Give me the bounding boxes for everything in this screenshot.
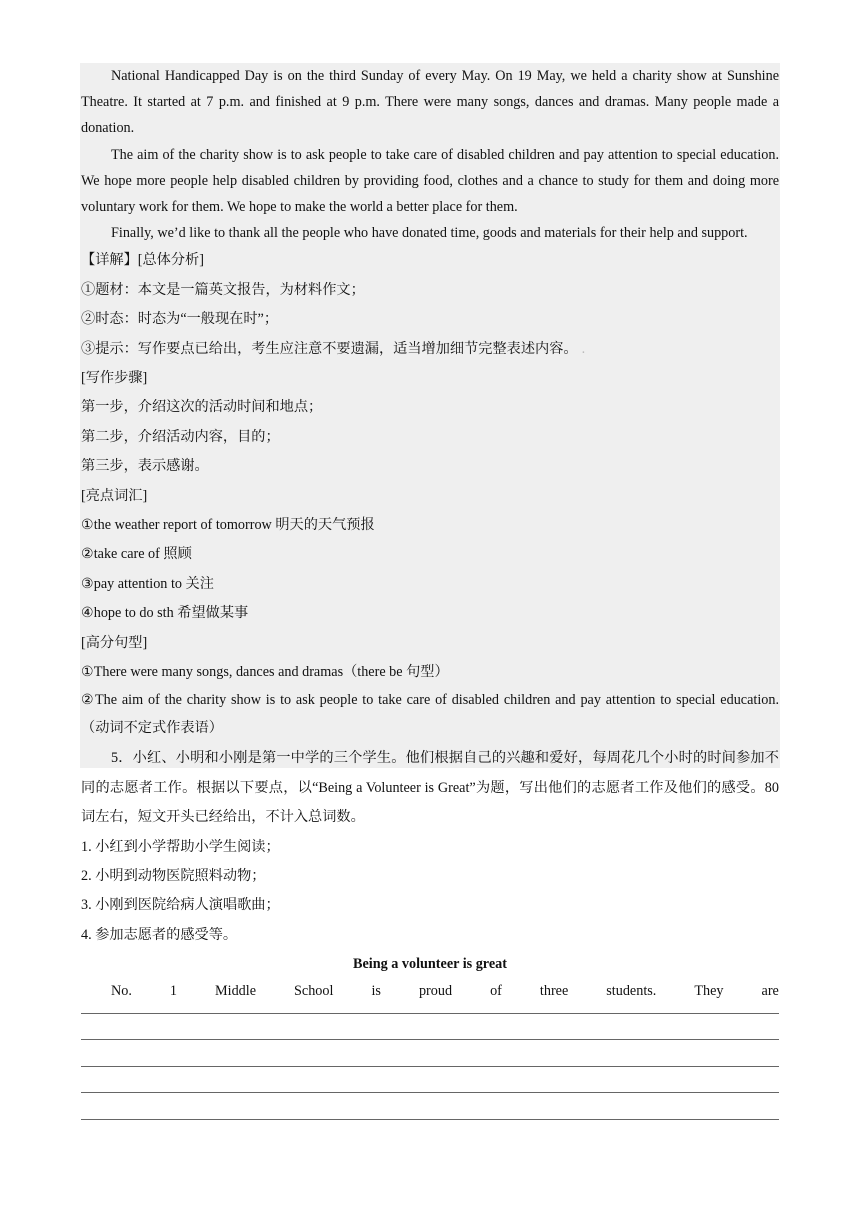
trailing-mark: . [581, 340, 586, 357]
vocab-item-2: ②take care of 照顾 [81, 546, 192, 563]
opening-word: No. [111, 983, 132, 1000]
sentence-item-2: ②The aim of the charity show is to ask people to take care of disabled children and pay attention to special education.（动词不定式作表语） [81, 692, 779, 736]
steps-item-2: 第二步，介绍活动内容，目的； [81, 428, 280, 445]
essay-paragraph-1: National Handicapped Day is on the third Sunday of every May. On 19 May, we held a charity show at Sunshine Theatre. It started at 7 p.m. and finished at 9 p.m. There were many songs, dances and dramas. Many people made a donation. [81, 68, 779, 137]
question-5-prompt: 5．小红、小明和小刚是第一中学的三个学生。他们根据自己的兴趣和爱好，每周花几个小时的时间参加不同的志愿者工作。根据以下要点，以“Being a Volunteer is Great”为题，写出他们的志愿者工作及他们的感受。80 词左右，短文开头已经给出，不计入总词数。 [81, 750, 779, 826]
steps-heading: [写作步骤] [81, 369, 148, 386]
essay-opening-line [81, 979, 779, 1003]
steps-item-3: 第三步，表示感谢。 [81, 458, 209, 475]
opening-word: are [761, 983, 779, 1000]
analysis-heading: 【详解】[总体分析] [81, 252, 204, 269]
opening-word: They [694, 983, 724, 1000]
opening-word: is [371, 983, 381, 1000]
analysis-item-3 [81, 335, 779, 364]
answer-line[interactable] [81, 1014, 779, 1040]
opening-word: proud [418, 983, 453, 1000]
question-5-point-4: 4. 参加志愿者的感受等。 [81, 926, 238, 943]
answer-line[interactable] [81, 1003, 779, 1014]
document-content [81, 63, 779, 1120]
vocab-item-3: ③pay attention to 关注 [81, 575, 214, 592]
answer-line[interactable] [81, 1093, 779, 1119]
opening-word: students. [606, 983, 657, 1000]
opening-word: three [539, 983, 569, 1000]
answer-line[interactable] [81, 1067, 779, 1093]
answer-line[interactable] [81, 1040, 779, 1066]
essay-paragraph-3: Finally, we’d like to thank all the people who have donated time, goods and materials for their help and support. [111, 225, 748, 242]
sentence-item-1: ①There were many songs, dances and dramas（there be 句型） [81, 663, 449, 680]
question-5-point-3: 3. 小刚到医院给病人演唱歌曲； [81, 897, 280, 914]
question-5-point-1: 1. 小红到小学帮助小学生阅读； [81, 838, 280, 855]
opening-word: Middle [215, 983, 256, 1000]
opening-word: of [490, 983, 502, 1000]
question-5-point-2: 2. 小明到动物医院照料动物； [81, 867, 266, 884]
steps-item-1: 第一步，介绍这次的活动时间和地点； [81, 399, 323, 416]
vocab-item-4: ④hope to do sth 希望做某事 [81, 605, 249, 622]
vocab-item-1: ①the weather report of tomorrow 明天的天气预报 [81, 516, 375, 533]
vocab-heading: [亮点词汇] [81, 487, 148, 504]
sentences-heading: [高分句型] [81, 634, 148, 651]
analysis-item-3-text: ③提示：写作要点已给出，考生应注意不要遗漏，适当增加细节完整表述内容。 [81, 340, 578, 357]
analysis-item-2: ②时态：时态为“一般现在时”； [81, 311, 279, 328]
opening-word: 1 [169, 983, 177, 1000]
essay-paragraph-2: The aim of the charity show is to ask people to take care of disabled children and pay attention to special education. We hope more people help disabled children by providing food, clothes and a chance to study for them and doing more voluntary work for them. We hope to make the world a better place for them. [81, 146, 779, 216]
essay-title: Being a volunteer is great [353, 956, 507, 973]
opening-word: School [294, 983, 334, 1000]
analysis-item-1: ①题材：本文是一篇英文报告，为材料作文； [81, 281, 365, 298]
